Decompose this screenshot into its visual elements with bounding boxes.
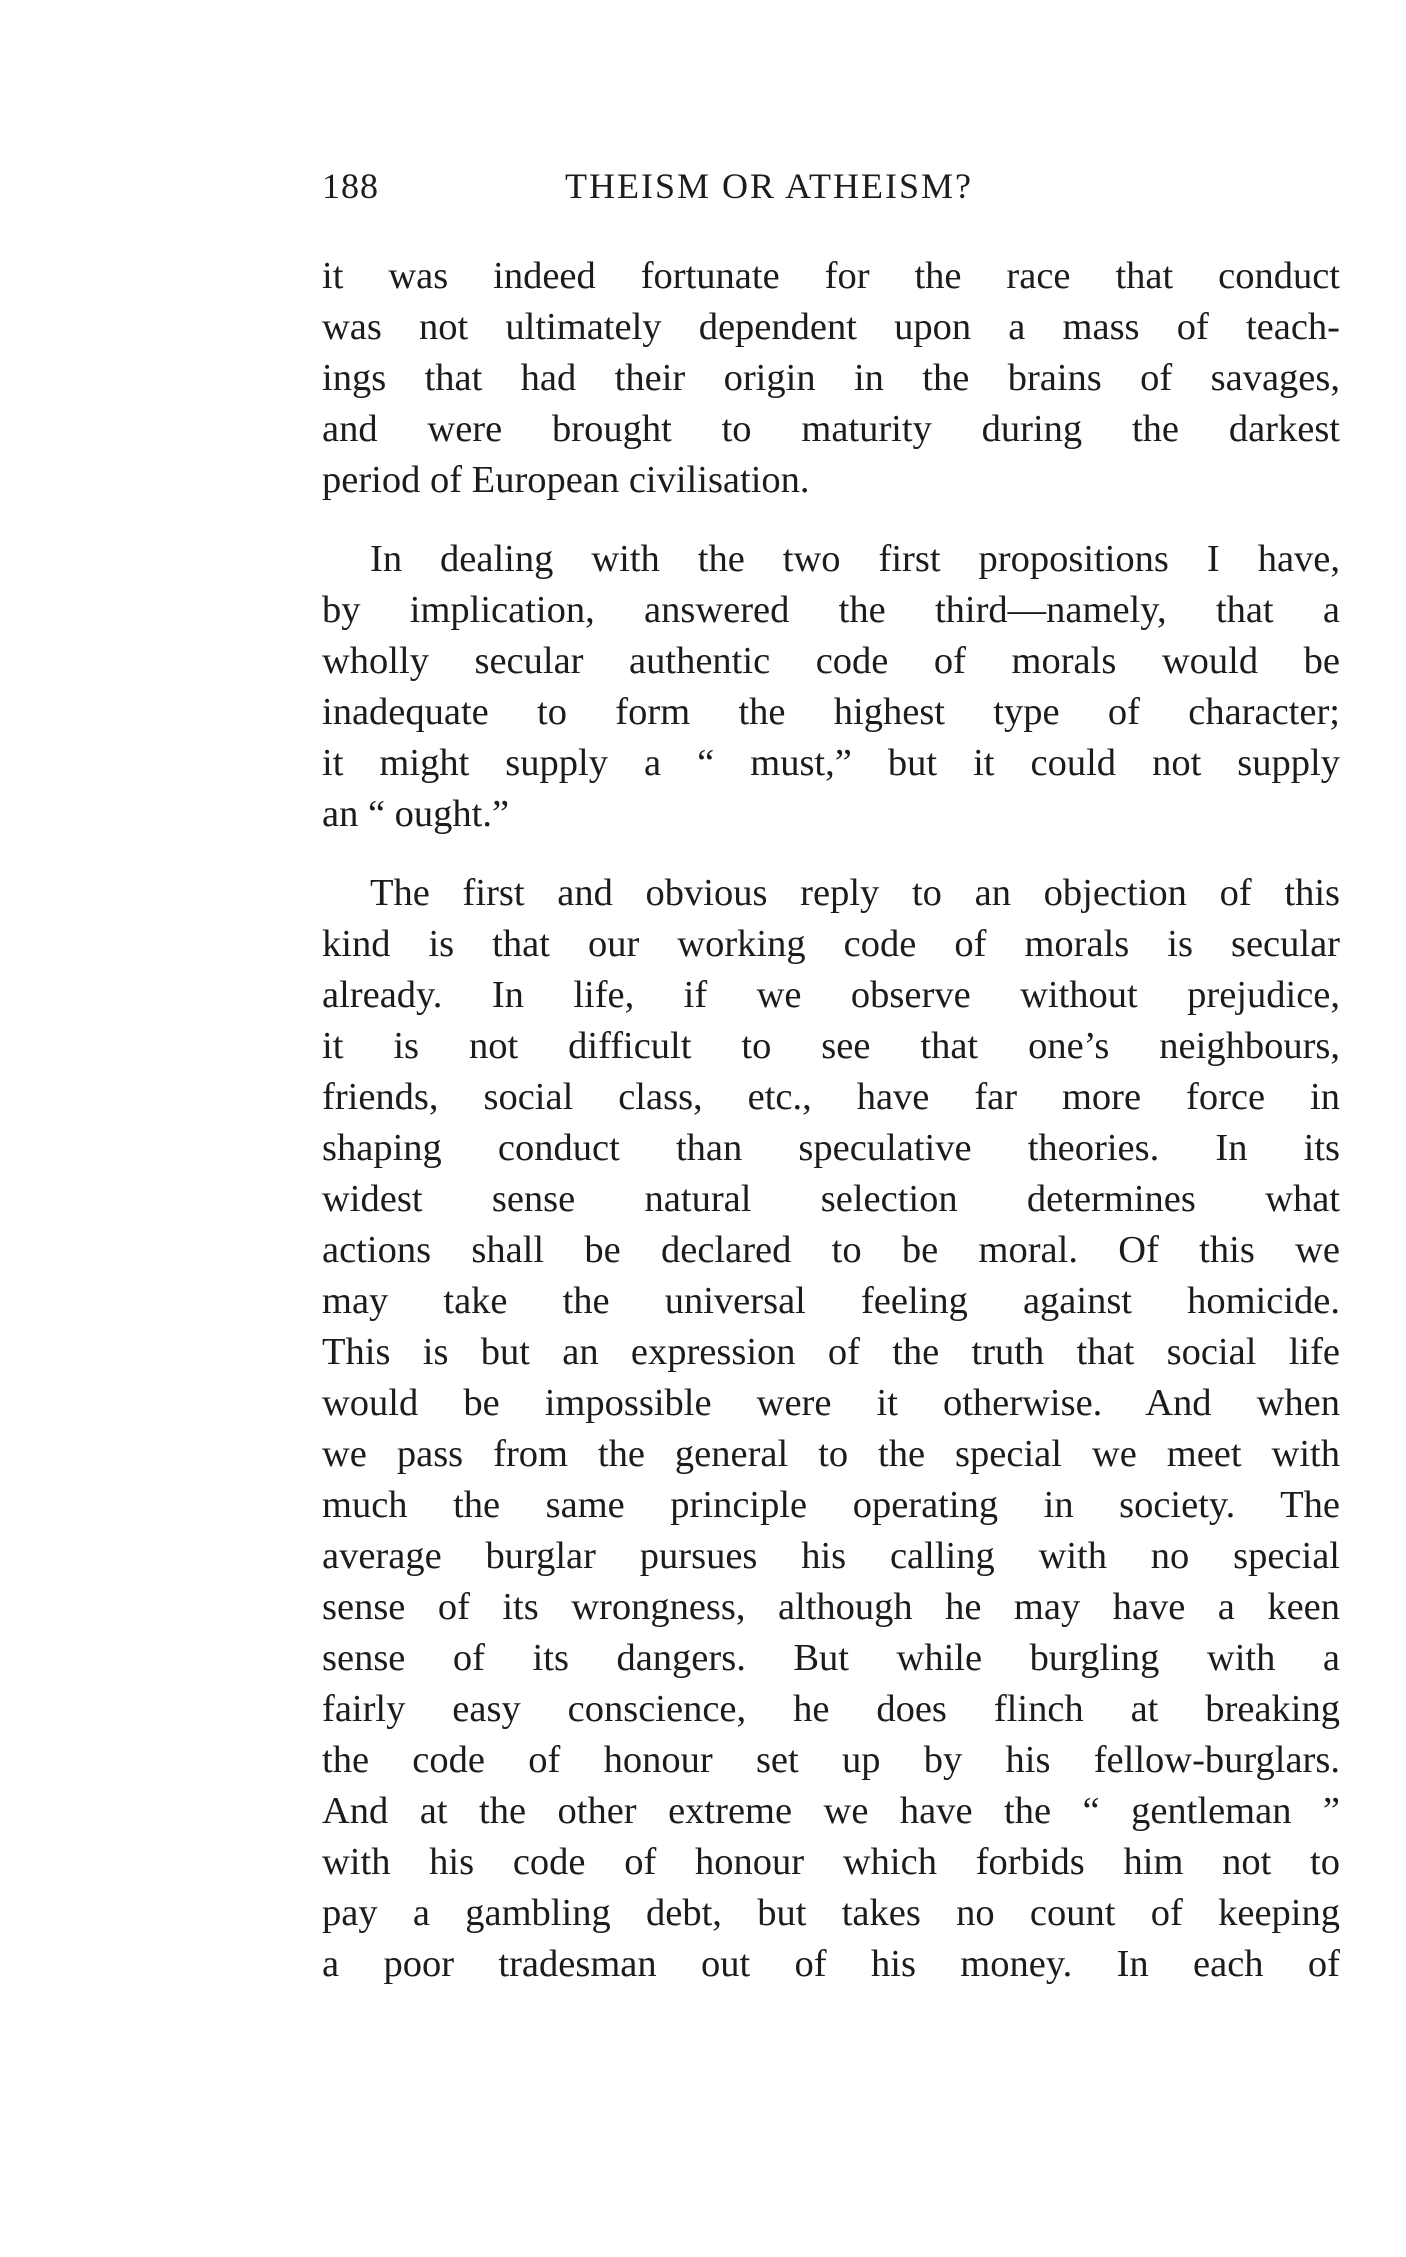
text-line: it is not difficult to see that one’s neighbours, — [322, 1025, 1340, 1067]
text-line: fairly easy conscience, he does flinch at breaking — [322, 1688, 1340, 1730]
text-line: was not ultimately dependent upon a mass of teach- — [322, 306, 1340, 348]
text-line: widest sense natural selection determines what — [322, 1178, 1340, 1220]
text-line: pay a gambling debt, but takes no count of keeping — [322, 1892, 1340, 1934]
text-line: actions shall be declared to be moral. Of this we — [322, 1229, 1340, 1271]
text-line: the code of honour set up by his fellow-burglars. — [322, 1739, 1340, 1781]
paragraph-2 — [322, 534, 1340, 840]
text-line: kind is that our working code of morals is secular — [322, 923, 1340, 965]
text-line: In dealing with the two first propositions I have, — [370, 538, 1340, 580]
running-head — [322, 158, 1340, 218]
text-line: The first and obvious reply to an objection of this — [370, 872, 1340, 914]
text-line: already. In life, if we observe without prejudice, — [322, 974, 1340, 1016]
paragraph-1 — [322, 251, 1340, 506]
running-title: THEISM OR ATHEISM? — [565, 166, 974, 206]
text-line: with his code of honour which forbids him not to — [322, 1841, 1340, 1883]
text-line: a poor tradesman out of his money. In each of — [322, 1943, 1340, 1985]
text-line: shaping conduct than speculative theories. In its — [322, 1127, 1340, 1169]
text-line: period of European civilisation. — [322, 459, 810, 501]
text-line: This is but an expression of the truth that social life — [322, 1331, 1340, 1373]
text-line: would be impossible were it otherwise. And when — [322, 1382, 1340, 1424]
text-line: wholly secular authentic code of morals would be — [322, 640, 1340, 682]
text-line: may take the universal feeling against homicide. — [322, 1280, 1340, 1322]
text-line: inadequate to form the highest type of character; — [322, 691, 1340, 733]
text-line: it was indeed fortunate for the race that conduct — [322, 255, 1340, 297]
page-number: 188 — [322, 166, 379, 206]
text-line: it might supply a “ must,” but it could not supply — [322, 742, 1340, 784]
text-line: sense of its dangers. But while burgling with a — [322, 1637, 1340, 1679]
text-line: an “ ought.” — [322, 793, 510, 835]
paragraph-3 — [322, 868, 1340, 1990]
text-line: And at the other extreme we have the “ gentleman ” — [322, 1790, 1340, 1832]
text-line: average burglar pursues his calling with no special — [322, 1535, 1340, 1577]
paragraph-gap — [322, 506, 1340, 534]
body-text — [322, 251, 1340, 1990]
text-line: we pass from the general to the special we meet with — [322, 1433, 1340, 1475]
paragraph-gap — [322, 840, 1340, 868]
text-line: sense of its wrongness, although he may have a keen — [322, 1586, 1340, 1628]
text-line: by implication, answered the third—namely, that a — [322, 589, 1340, 631]
text-line: much the same principle operating in society. The — [322, 1484, 1340, 1526]
text-line: and were brought to maturity during the darkest — [322, 408, 1340, 450]
text-line: friends, social class, etc., have far more force in — [322, 1076, 1340, 1118]
text-line: ings that had their origin in the brains of savages, — [322, 357, 1340, 399]
